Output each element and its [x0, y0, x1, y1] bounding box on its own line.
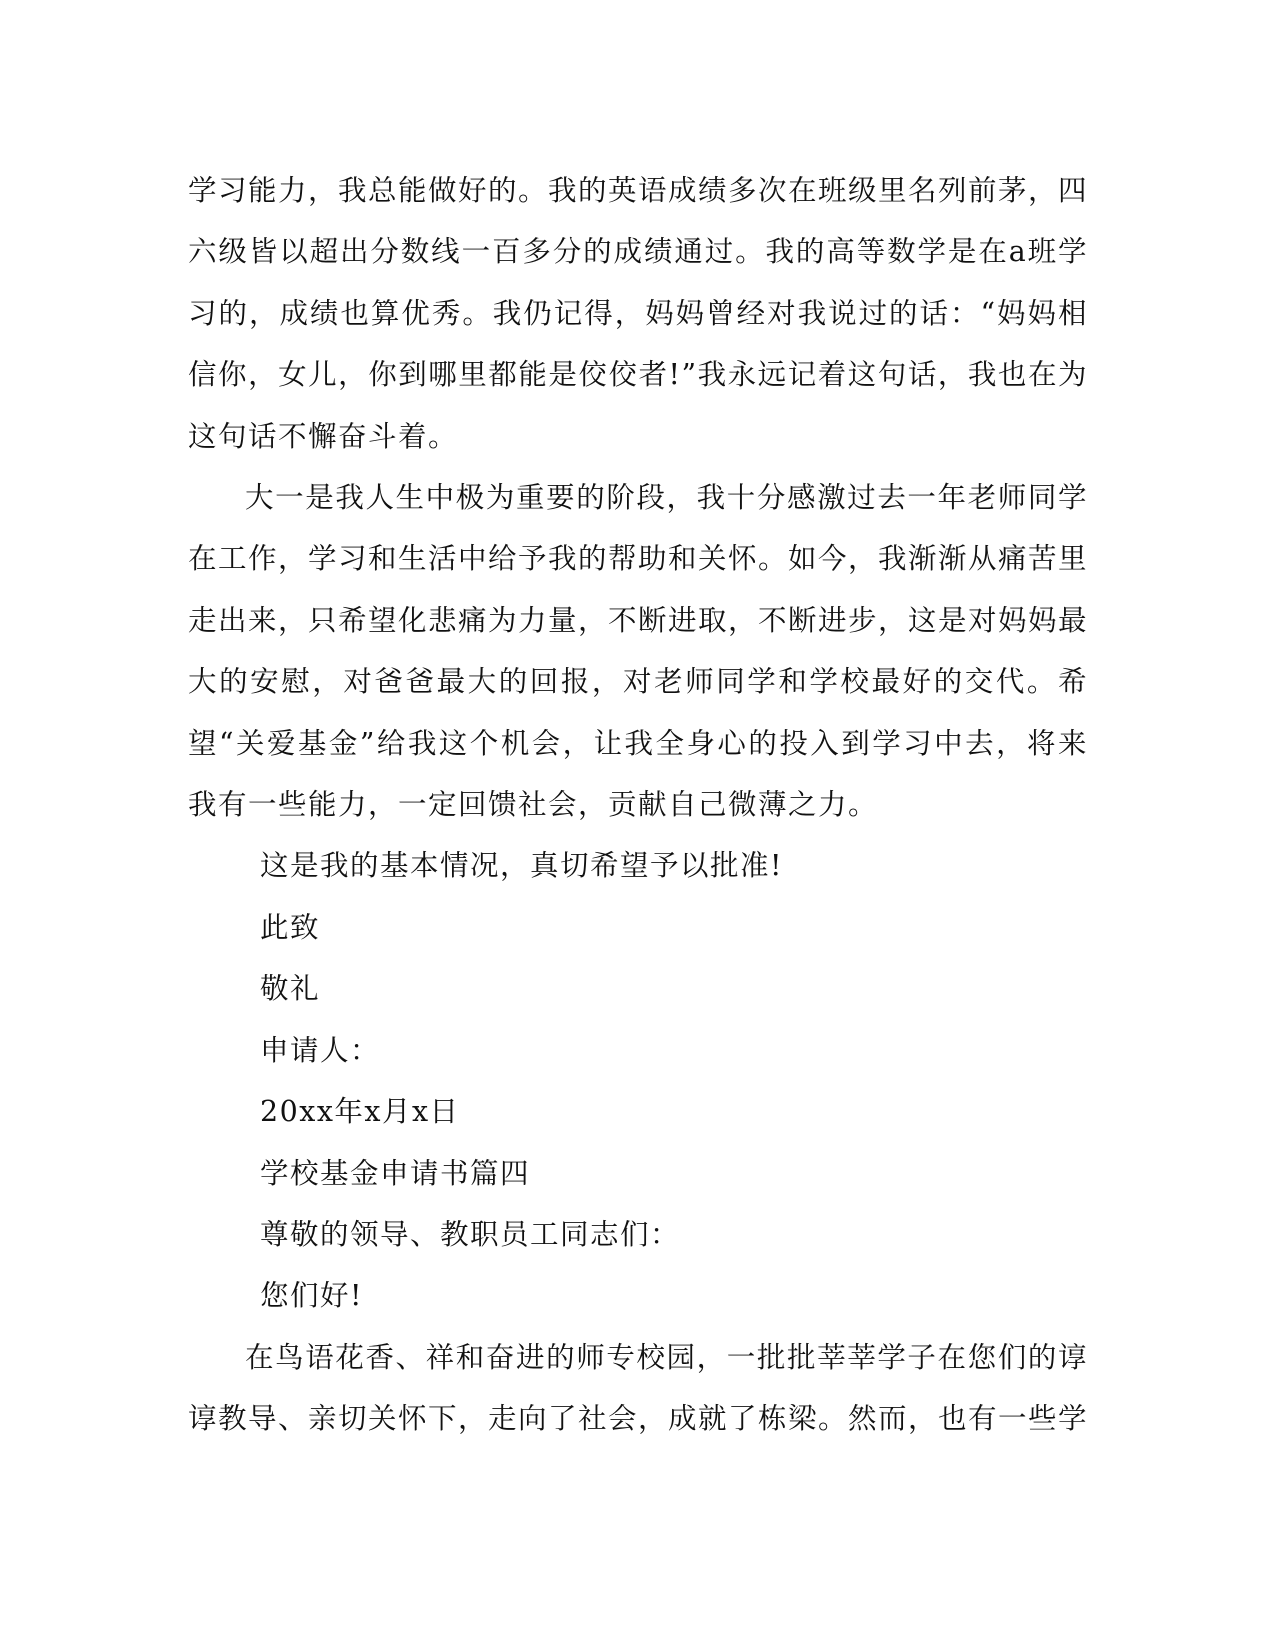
salutation-ci-zhi: 此致: [260, 910, 321, 944]
section-heading: 学校基金申请书篇四: [260, 1156, 531, 1190]
greeting-addressee: 尊敬的领导、教职员工同志们：: [260, 1217, 681, 1251]
paragraph-study-ability: 学习能力，我总能做好的。我的英语成绩多次在班级里名列前茅，四六级皆以超出分数线一百多分的成绩通过。我的高等数学是在a班学习的，成绩也算优秀。我仍记得，妈妈曾经对我说过的话：“妈妈相信你，女儿，你到哪里都能是佼佼者!”我永远记着这句话，我也在为这句话不懈奋斗着。: [188, 174, 1089, 453]
applicant-label: 申请人：: [260, 1033, 381, 1067]
paragraph-campus-intro: 在鸟语花香、祥和奋进的师专校园，一批批莘莘学子在您们的谆谆教导、亲切关怀下，走向了社会，成就了栋梁。然而，也有一些学: [188, 1340, 1089, 1436]
closing-request-line: 这是我的基本情况，真切希望予以批准!: [260, 849, 783, 883]
document-body: [188, 160, 1088, 1450]
date-line: 20xx年x月x日: [260, 1095, 460, 1129]
paragraph-freshman-year: 大一是我人生中极为重要的阶段，我十分感激过去一年老师同学在工作，学习和生活中给予我的帮助和关怀。如今，我渐渐从痛苦里走出来，只希望化悲痛为力量，不断进取，不断进步，这是对妈妈最大的安慰，对爸爸最大的回报，对老师同学和学校最好的交代。希望“关爱基金”给我这个机会，让我全身心的投入到学习中去，将来我有一些能力，一定回馈社会，贡献自己微薄之力。: [188, 481, 1089, 822]
salutation-jing-li: 敬礼: [260, 972, 321, 1006]
greeting-hello: 您们好!: [260, 1279, 363, 1313]
